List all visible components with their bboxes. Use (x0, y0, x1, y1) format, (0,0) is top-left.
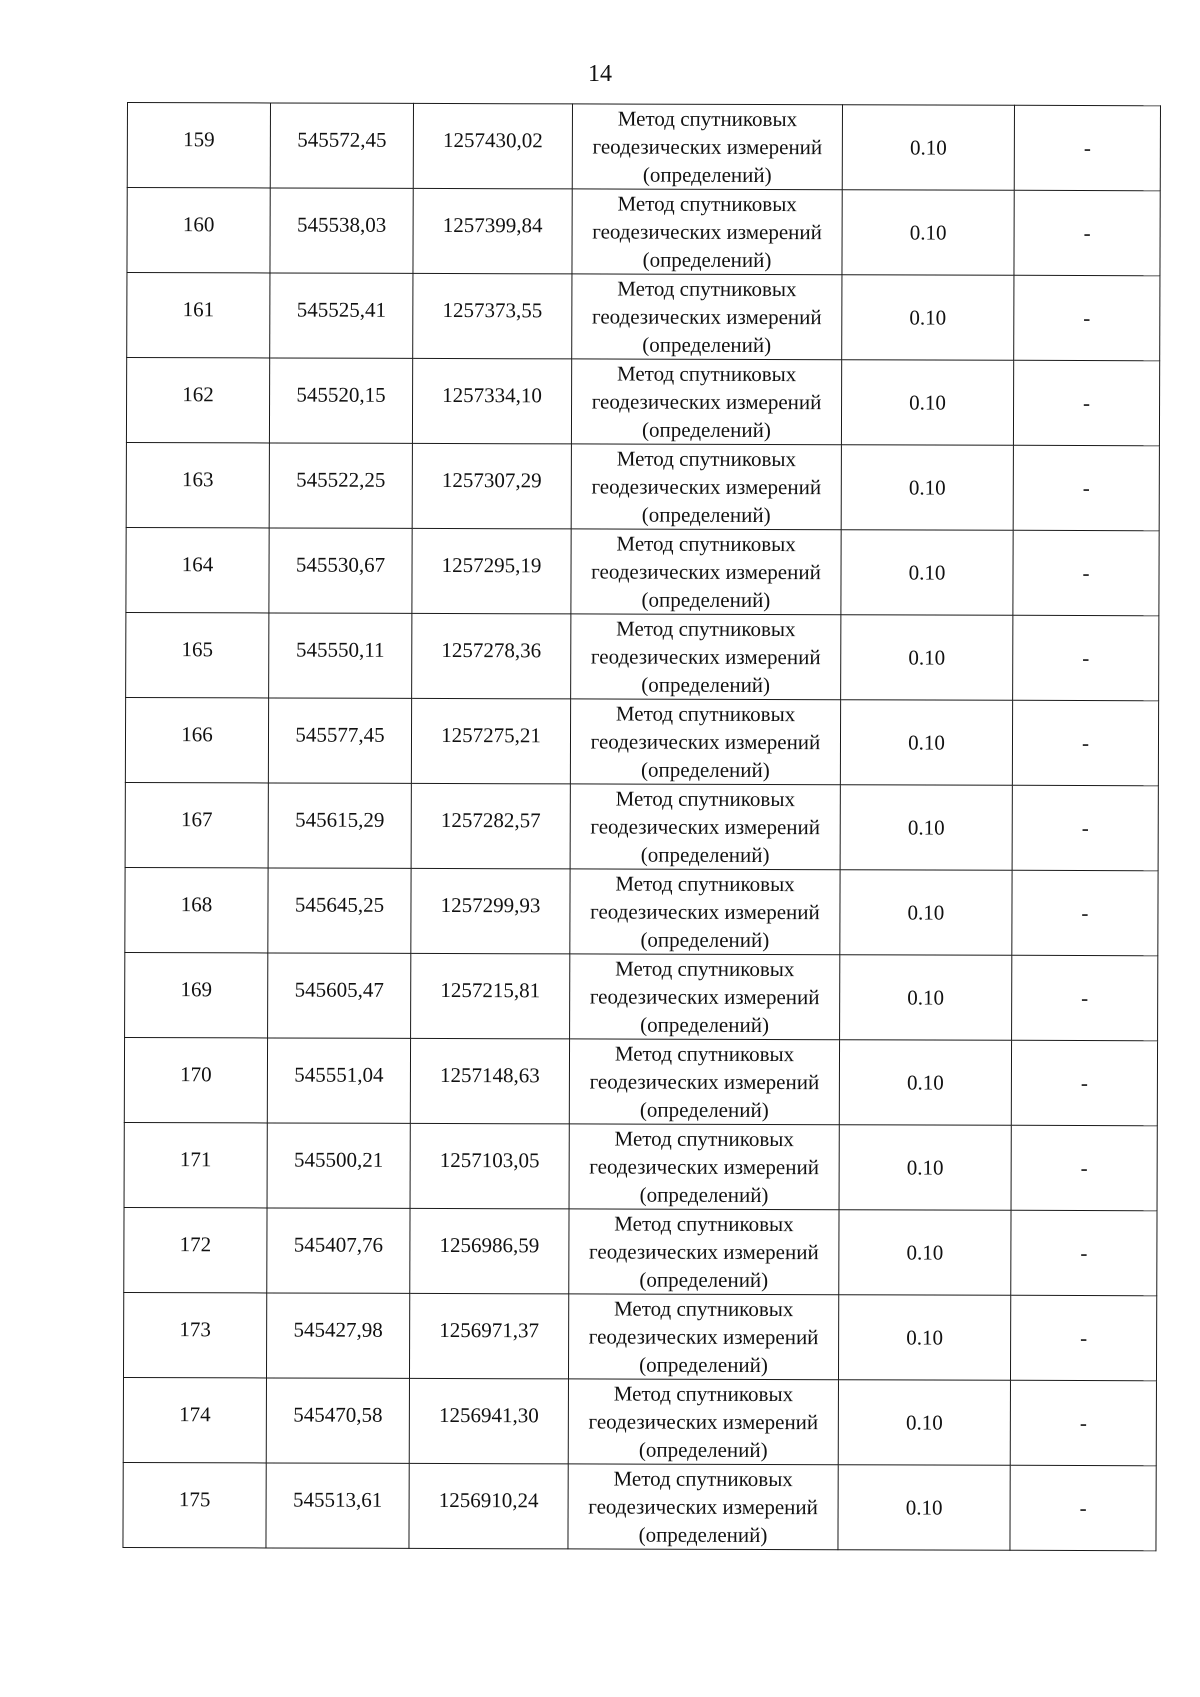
point-number-cell: 167 (125, 782, 268, 867)
method-line: (определений) (641, 502, 771, 528)
y-coordinate-cell: 1257275,21 (411, 698, 570, 783)
accuracy-cell: 0.10 (840, 700, 1012, 786)
method-line: геодезических измерений (589, 1239, 819, 1265)
table-row (127, 273, 1160, 361)
x-coordinate-cell: 545530,67 (269, 528, 412, 613)
accuracy-cell: 0.10 (841, 615, 1013, 701)
method-line: Метод спутниковых (615, 956, 795, 982)
accuracy-cell: 0.10 (838, 1295, 1010, 1381)
point-number-cell: 161 (127, 273, 270, 358)
accuracy-cell: 0.10 (839, 1210, 1011, 1296)
table-row (123, 1377, 1156, 1465)
method-cell (570, 869, 840, 955)
y-coordinate-cell: 1256910,24 (409, 1463, 568, 1548)
method-cell (568, 1464, 838, 1550)
method-line: геодезических измерений (589, 984, 820, 1010)
method-line: (определений) (638, 1522, 768, 1548)
method-cell (570, 784, 840, 870)
method-cell (570, 699, 840, 785)
method-line: (определений) (640, 842, 770, 868)
accuracy-cell: 0.10 (840, 785, 1012, 871)
method-line: Метод спутниковых (617, 191, 797, 217)
x-coordinate-cell: 545550,11 (269, 613, 412, 698)
y-coordinate-cell: 1257148,63 (410, 1038, 569, 1123)
method-cell (568, 1379, 838, 1465)
table-row (126, 442, 1159, 530)
accuracy-cell: 0.10 (842, 275, 1014, 361)
point-number-cell: 159 (127, 103, 270, 188)
accuracy-cell: 0.10 (842, 105, 1014, 191)
point-number-cell: 166 (125, 697, 268, 782)
method-cell (572, 274, 842, 360)
method-line: Метод спутниковых (614, 1211, 794, 1237)
method-line: (определений) (641, 587, 771, 613)
point-number-cell: 170 (124, 1037, 267, 1122)
table-row (124, 1037, 1157, 1125)
table-row (127, 103, 1160, 191)
method-line: геодезических измерений (591, 559, 821, 585)
extra-cell: - (1010, 1295, 1156, 1380)
method-line: Метод спутниковых (616, 531, 796, 557)
y-coordinate-cell: 1257373,55 (413, 273, 572, 358)
accuracy-cell: 0.10 (841, 360, 1013, 446)
method-line: Метод спутниковых (617, 276, 797, 302)
method-line: Метод спутниковых (614, 1296, 794, 1322)
point-number-cell: 168 (125, 867, 268, 952)
table-row (125, 782, 1158, 870)
table-row (124, 1207, 1157, 1295)
point-number-cell: 173 (123, 1292, 266, 1377)
y-coordinate-cell: 1257399,84 (413, 188, 572, 273)
method-line: Метод спутниковых (617, 106, 798, 132)
table-row (126, 358, 1159, 446)
point-number-cell: 160 (127, 188, 270, 273)
method-line: (определений) (639, 1352, 768, 1378)
point-number-cell: 165 (126, 612, 269, 697)
method-line: Метод спутниковых (616, 616, 796, 642)
table-row (123, 1292, 1156, 1380)
method-line: Метод спутниковых (615, 701, 796, 727)
accuracy-cell: 0.10 (839, 1040, 1011, 1126)
accuracy-cell: 0.10 (841, 445, 1013, 531)
method-line: (определений) (639, 1267, 769, 1293)
x-coordinate-cell: 545513,61 (266, 1463, 409, 1548)
method-line: геодезических измерений (588, 1324, 819, 1350)
method-line: геодезических измерений (589, 1069, 820, 1095)
x-coordinate-cell: 545645,25 (268, 868, 411, 953)
table-row (125, 697, 1158, 785)
table-row (126, 612, 1159, 700)
y-coordinate-cell: 1257103,05 (410, 1123, 569, 1208)
table-row (124, 1122, 1157, 1210)
method-line: Метод спутниковых (615, 786, 796, 812)
x-coordinate-cell: 545407,76 (267, 1208, 410, 1293)
point-number-cell: 164 (126, 527, 269, 612)
y-coordinate-cell: 1256941,30 (409, 1378, 568, 1463)
extra-cell: - (1014, 275, 1160, 360)
extra-cell: - (1012, 785, 1158, 870)
table-body (123, 103, 1161, 1551)
x-coordinate-cell: 545525,41 (270, 273, 413, 358)
extra-cell: - (1012, 700, 1158, 785)
accuracy-cell: 0.10 (840, 955, 1012, 1041)
method-cell (572, 104, 842, 190)
method-line: (определений) (640, 1012, 770, 1038)
extra-cell: - (1010, 1465, 1156, 1550)
method-cell (569, 1039, 839, 1125)
x-coordinate-cell: 545615,29 (268, 783, 411, 868)
x-coordinate-cell: 545577,45 (268, 698, 411, 783)
table-row (123, 1462, 1156, 1550)
method-line: геодезических измерений (589, 1154, 820, 1180)
accuracy-cell: 0.10 (839, 1125, 1011, 1211)
method-line: (определений) (642, 162, 772, 188)
method-line: (определений) (640, 927, 770, 953)
method-cell (568, 1294, 838, 1380)
method-line: Метод спутниковых (614, 1126, 794, 1152)
extra-cell: - (1013, 530, 1159, 615)
method-cell (569, 1209, 839, 1295)
method-line: геодезических измерений (590, 644, 821, 670)
method-cell (571, 614, 841, 700)
method-line: Метод спутниковых (613, 1381, 794, 1407)
method-cell (569, 1124, 839, 1210)
method-line: (определений) (641, 672, 771, 698)
table-row (125, 952, 1158, 1040)
point-number-cell: 169 (125, 952, 268, 1037)
method-cell (572, 189, 842, 275)
table-row (127, 188, 1160, 276)
method-cell (570, 954, 840, 1040)
x-coordinate-cell: 545500,21 (267, 1123, 410, 1208)
extra-cell: - (1014, 105, 1160, 190)
method-cell (571, 444, 841, 530)
point-number-cell: 174 (123, 1377, 266, 1462)
method-line: Метод спутниковых (616, 446, 797, 472)
y-coordinate-cell: 1257430,02 (413, 103, 572, 188)
method-cell (571, 359, 841, 445)
point-number-cell: 175 (123, 1462, 266, 1547)
method-line: геодезических измерений (588, 1494, 818, 1520)
method-line: (определений) (642, 247, 772, 273)
method-line: геодезических измерений (591, 474, 822, 500)
extra-cell: - (1011, 1210, 1157, 1295)
x-coordinate-cell: 545538,03 (270, 188, 413, 273)
method-line: (определений) (642, 417, 771, 443)
point-number-cell: 163 (126, 442, 269, 527)
extra-cell: - (1011, 1040, 1157, 1125)
extra-cell: - (1011, 1125, 1157, 1210)
extra-cell: - (1014, 190, 1160, 275)
extra-cell: - (1012, 955, 1158, 1040)
accuracy-cell: 0.10 (838, 1465, 1010, 1551)
method-cell (571, 529, 841, 615)
accuracy-cell: 0.10 (842, 190, 1014, 276)
x-coordinate-cell: 545605,47 (268, 953, 411, 1038)
method-line: (определений) (642, 332, 772, 358)
point-number-cell: 171 (124, 1122, 267, 1207)
method-line: геодезических измерений (591, 389, 822, 415)
x-coordinate-cell: 545522,25 (269, 443, 412, 528)
extra-cell: - (1010, 1380, 1156, 1465)
method-line: (определений) (640, 757, 770, 783)
accuracy-cell: 0.10 (838, 1380, 1010, 1466)
method-line: (определений) (639, 1182, 769, 1208)
table-row (125, 867, 1158, 955)
y-coordinate-cell: 1257334,10 (412, 358, 571, 443)
y-coordinate-cell: 1256986,59 (410, 1208, 569, 1293)
point-number-cell: 162 (126, 358, 269, 443)
method-line: геодезических измерений (590, 814, 821, 840)
x-coordinate-cell: 545427,98 (266, 1293, 409, 1378)
method-line: геодезических измерений (590, 729, 821, 755)
extra-cell: - (1013, 445, 1159, 530)
table-row (126, 527, 1159, 615)
method-line: геодезических измерений (592, 134, 823, 160)
y-coordinate-cell: 1257215,81 (411, 953, 570, 1038)
method-line: геодезических измерений (592, 219, 822, 245)
x-coordinate-cell: 545470,58 (266, 1378, 409, 1463)
method-line: геодезических измерений (590, 899, 820, 925)
point-number-cell: 172 (124, 1207, 267, 1292)
method-line: (определений) (638, 1437, 768, 1463)
method-line: геодезических измерений (588, 1409, 819, 1435)
method-line: Метод спутниковых (613, 1466, 793, 1492)
page-number: 14 (588, 61, 612, 87)
extra-cell: - (1012, 870, 1158, 955)
extra-cell: - (1013, 360, 1159, 445)
y-coordinate-cell: 1257282,57 (411, 783, 570, 868)
coordinates-table (122, 102, 1161, 1551)
y-coordinate-cell: 1257299,93 (411, 868, 570, 953)
y-coordinate-cell: 1256971,37 (409, 1293, 568, 1378)
method-line: геодезических измерений (591, 304, 822, 330)
method-line: (определений) (639, 1097, 769, 1123)
method-line: Метод спутниковых (615, 871, 795, 897)
method-line: Метод спутниковых (614, 1041, 795, 1067)
x-coordinate-cell: 545520,15 (269, 358, 412, 443)
y-coordinate-cell: 1257295,19 (412, 528, 571, 613)
accuracy-cell: 0.10 (840, 870, 1012, 956)
x-coordinate-cell: 545572,45 (270, 103, 413, 188)
y-coordinate-cell: 1257307,29 (412, 443, 571, 528)
method-line: Метод спутниковых (616, 361, 797, 387)
accuracy-cell: 0.10 (841, 530, 1013, 616)
y-coordinate-cell: 1257278,36 (412, 613, 571, 698)
x-coordinate-cell: 545551,04 (267, 1038, 410, 1123)
extra-cell: - (1013, 615, 1159, 700)
